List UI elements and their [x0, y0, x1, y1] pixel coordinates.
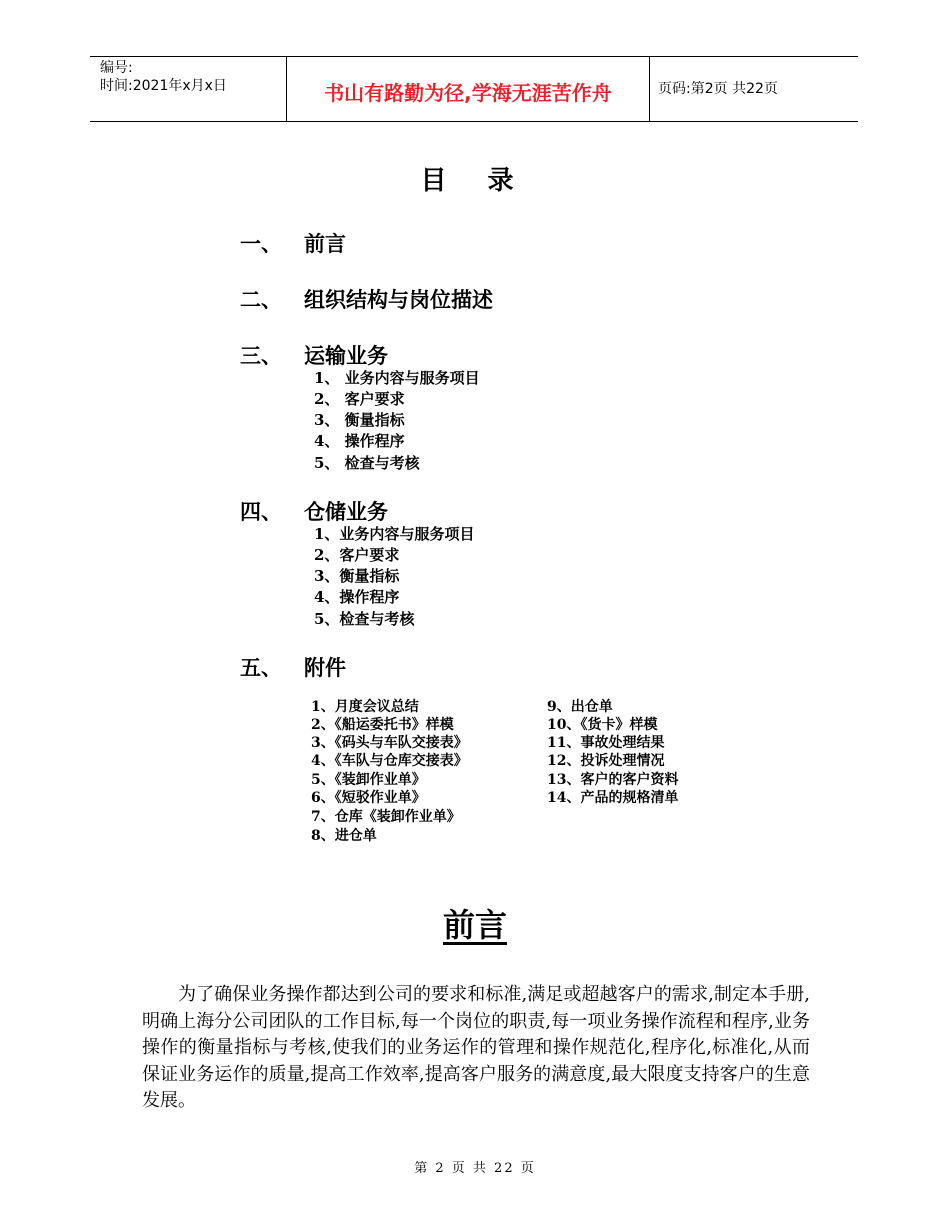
toc-section-title: 附件: [304, 655, 346, 680]
toc-item-4-3[interactable]: 3、衡量指标: [314, 567, 400, 585]
header-page-info: 页码:第2页 共22页: [658, 81, 778, 97]
attachment-item-2[interactable]: 2、《船运委托书》样模: [311, 717, 454, 733]
toc-section-title: 前言: [304, 231, 346, 256]
attachment-item-5[interactable]: 5、《装卸作业单》: [311, 772, 426, 788]
preface-heading: [0, 900, 950, 946]
attachment-item-6[interactable]: 6、《短驳作业单》: [311, 790, 426, 806]
page-footer: 第 2 页 共 22 页: [414, 1161, 536, 1176]
attachment-item-8[interactable]: 8、进仓单: [311, 828, 377, 844]
toc-item-4-2[interactable]: 2、客户要求: [314, 546, 400, 564]
doc-number-label: 编号:: [100, 60, 133, 76]
attachment-item-13[interactable]: 13、客户的客户资料: [547, 772, 679, 788]
toc-title: 目 录: [420, 166, 530, 196]
toc-section-title: 组织结构与岗位描述: [304, 287, 493, 312]
attachment-item-9[interactable]: 9、出仓单: [547, 699, 613, 715]
preface-paragraph: 为了确保业务操作都达到公司的要求和标准,满足或超越客户的需求,制定本手册,明确上海分公司团队的工作目标,每一个岗位的职责,每一项业务操作流程和程序,业务操作的衡量指标与考核,使我们的业务运作的管理和操作规范化,程序化,标准化,从而保证业务运作的质量,提高工作效率,提高客户服务的满意度,最大限度支持客户的生意发展。: [142, 984, 810, 1111]
toc-section-title: 运输业务: [304, 343, 388, 368]
toc-item-3-1[interactable]: 1、 业务内容与服务项目: [314, 369, 480, 387]
toc-item-4-1[interactable]: 1、业务内容与服务项目: [314, 525, 475, 543]
toc-item-4-4[interactable]: 4、操作程序: [314, 588, 400, 606]
toc-item-4-5[interactable]: 5、检查与考核: [314, 610, 415, 628]
attachment-item-12[interactable]: 12、投诉处理情况: [547, 753, 665, 769]
attachment-item-4[interactable]: 4、《车队与仓库交接表》: [311, 753, 468, 769]
header-bottom-rule: [90, 121, 858, 122]
toc-item-3-3[interactable]: 3、 衡量指标: [314, 411, 405, 429]
toc-item-3-4[interactable]: 4、 操作程序: [314, 432, 405, 450]
toc-section-number: 五、: [240, 655, 282, 680]
attachment-item-14[interactable]: 14、产品的规格清单: [547, 790, 679, 806]
preface-title: 前言: [442, 906, 507, 944]
attachment-item-7[interactable]: 7、仓库《装卸作业单》: [311, 809, 461, 825]
toc-section-number: 四、: [240, 499, 282, 524]
toc-section-1[interactable]: [240, 228, 346, 258]
doc-time-label: 时间:2021年x月x日: [100, 78, 227, 94]
attachment-item-1[interactable]: 1、月度会议总结: [311, 699, 419, 715]
toc-section-number: 一、: [240, 231, 282, 256]
header-motto: 书山有路勤为径,学海无涯苦作舟: [324, 81, 612, 105]
toc-item-3-2[interactable]: 2、 客户要求: [314, 390, 405, 408]
attachment-item-11[interactable]: 11、事故处理结果: [547, 735, 665, 751]
toc-section-title: 仓储业务: [304, 499, 388, 524]
attachment-item-3[interactable]: 3、《码头与车队交接表》: [311, 735, 468, 751]
toc-section-number: 三、: [240, 343, 282, 368]
header-top-rule: [90, 56, 858, 57]
toc-section-5[interactable]: [240, 652, 346, 682]
toc-item-3-5[interactable]: 5、 检查与考核: [314, 454, 420, 472]
toc-section-number: 二、: [240, 287, 282, 312]
toc-section-3[interactable]: [240, 340, 388, 370]
toc-section-4[interactable]: [240, 496, 388, 526]
header-divider-right: [649, 56, 650, 121]
attachment-item-10[interactable]: 10、《货卡》样模: [547, 717, 658, 733]
toc-section-2[interactable]: [240, 284, 493, 314]
